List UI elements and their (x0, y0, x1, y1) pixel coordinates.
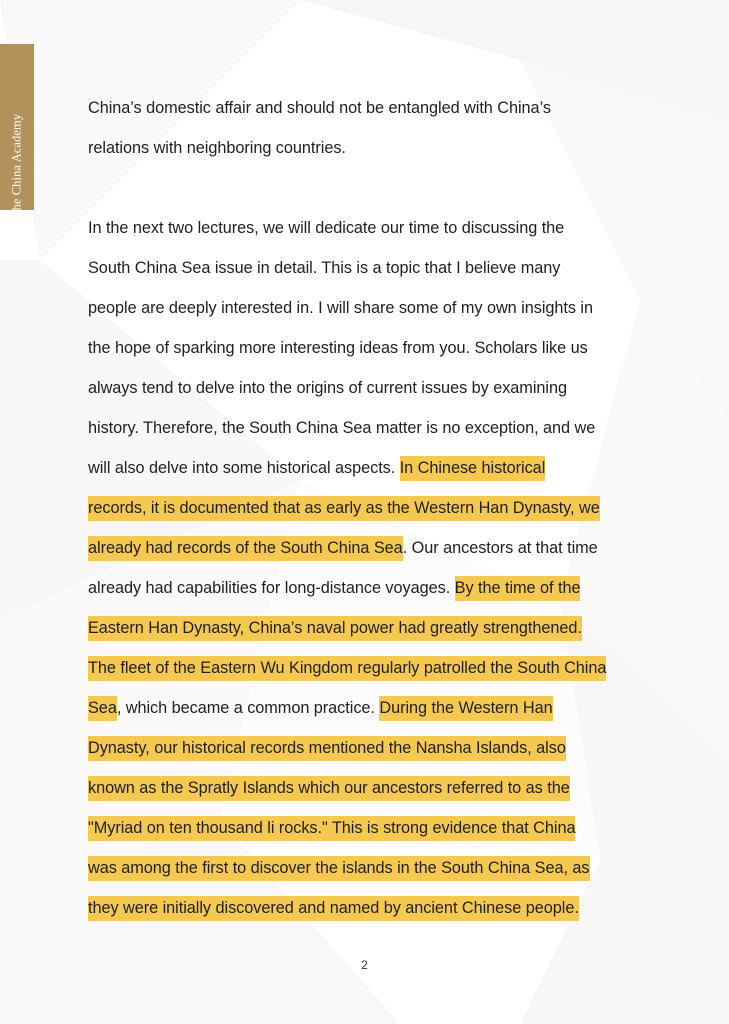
body-text: China’s domestic affair and should not be entangled with China’s (88, 99, 551, 117)
body-text: relations with neighboring countries. (88, 139, 346, 157)
body-text: In the next two lectures, we will dedicate our time to discussing the (88, 219, 565, 237)
highlighted-text: records, it is documented that as early as the Western Han Dynasty, we (88, 496, 600, 521)
highlighted-text: they were initially discovered and named by ancient Chinese people. (88, 896, 579, 921)
page-number: 2 (361, 958, 368, 972)
highlighted-text: During the Western Han (379, 696, 552, 721)
text-line (88, 248, 648, 288)
text-line (88, 488, 648, 528)
text-line (88, 328, 648, 368)
text-line (88, 528, 648, 568)
highlighted-text: Eastern Han Dynasty, China’s naval power had greatly strengthened. (88, 616, 582, 641)
text-line (88, 448, 648, 488)
body-text: , which became a common practice. (116, 699, 380, 717)
body-text: already had capabilities for long-distance voyages. (88, 579, 455, 597)
text-line (88, 288, 648, 328)
text-line (88, 848, 648, 888)
highlighted-text: Sea (88, 696, 117, 721)
text-line (88, 648, 648, 688)
highlighted-text: In Chinese historical (400, 456, 546, 481)
text-line (88, 368, 648, 408)
body-text: South China Sea issue in detail. This is a topic that I believe many (88, 259, 561, 277)
body-text: always tend to delve into the origins of current issues by examining (88, 379, 567, 397)
document-body (88, 88, 648, 928)
paragraph (88, 88, 648, 168)
highlighted-text: "Myriad on ten thousand li rocks." This is strong evidence that China (88, 816, 575, 841)
text-line (88, 728, 648, 768)
highlighted-text: By the time of the (455, 576, 581, 601)
brand-label: The China Academy (9, 113, 24, 219)
text-line (88, 128, 648, 168)
text-line (88, 408, 648, 448)
china-academy-logo-icon (6, 214, 28, 236)
text-line (88, 568, 648, 608)
text-line (88, 88, 648, 128)
text-line (88, 608, 648, 648)
text-line (88, 808, 648, 848)
text-line (88, 688, 648, 728)
highlighted-text: was among the first to discover the islands in the South China Sea, as (88, 856, 590, 881)
text-line (88, 208, 648, 248)
highlighted-text: already had records of the South China Sea (88, 536, 403, 561)
body-text: will also delve into some historical aspects. (88, 459, 400, 477)
highlighted-text: Dynasty, our historical records mentioned the Nansha Islands, also (88, 736, 566, 761)
body-text: history. Therefore, the South China Sea matter is no exception, and we (88, 419, 596, 437)
text-line (88, 768, 648, 808)
body-text: people are deeply interested in. I will share some of my own insights in (88, 299, 593, 317)
body-text: . Our ancestors at that time (402, 539, 598, 557)
text-line (88, 888, 648, 928)
sidebar-brand-tab (0, 44, 34, 219)
body-text: the hope of sparking more interesting ideas from you. Scholars like us (88, 339, 588, 357)
highlighted-text: known as the Spratly Islands which our ancestors referred to as the (88, 776, 570, 801)
highlighted-text: The fleet of the Eastern Wu Kingdom regularly patrolled the South China (88, 656, 606, 681)
paragraph (88, 208, 648, 928)
